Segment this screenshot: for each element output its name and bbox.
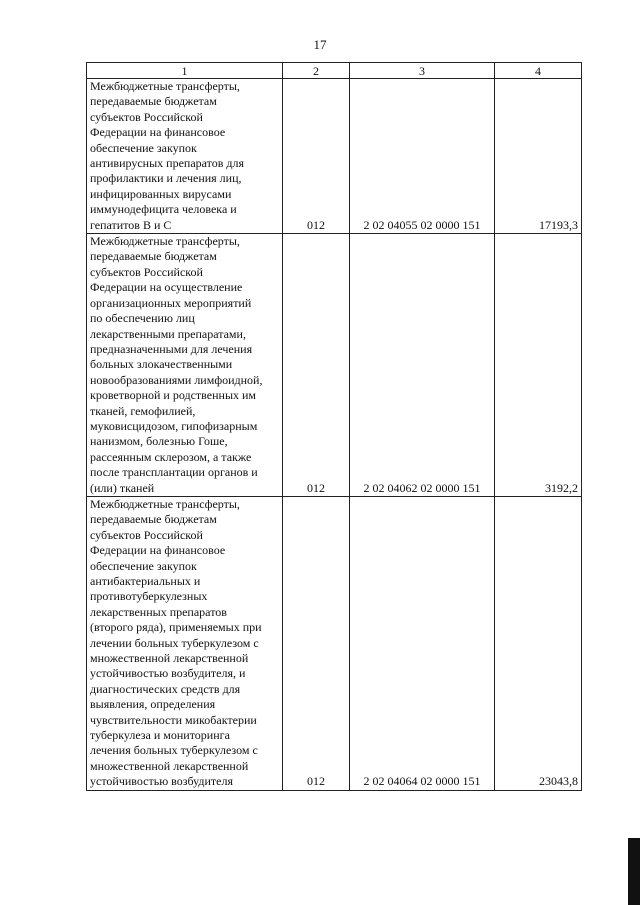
table-row [87,496,582,790]
header-col-4: 4 [495,63,582,79]
budget-transfers-table [86,62,582,791]
scan-edge-mark [628,838,640,905]
header-col-1: 1 [87,63,283,79]
table-row [87,234,582,497]
row-amount: 3192,2 [495,234,582,497]
row-amount: 23043,8 [495,496,582,790]
table-row [87,79,582,234]
row-admin-code: 012 [283,234,350,497]
page-number: 17 [313,37,327,52]
row-description: Межбюджетные трансферты, передаваемые бюджетам субъектов Российской Федерации на осуществление организационных мероприятий по обеспечению лиц лекарственными препаратами, предназначенными для лечения больных злокачественными новообразованиями лимфоидной, кроветворной и родственных им тканей, гемофилией, муковисцидозом, гипофизарным нанизмом, болезнью Гоше, рассеянным склерозом, а также после трансплантации органов и (или) тканей [87,234,283,497]
header-col-3: 3 [350,63,495,79]
header-col-2: 2 [283,63,350,79]
row-description: Межбюджетные трансферты, передаваемые бюджетам субъектов Российской Федерации на финансовое обеспечение закупок антибактериальных и противотуберкулезных лекарственных препаратов (второго ряда), применяемых при лечении больных туберкулезом с множественной лекарственной устойчивостью возбудителя, и диагностических средств для выявления, определения чувствительности микобактерии туберкулеза и мониторинга лечения больных туберкулезом с множественной лекарственной устойчивостью возбудителя [87,496,283,790]
row-budget-code: 2 02 04062 02 0000 151 [350,234,495,497]
row-admin-code: 012 [283,496,350,790]
row-admin-code: 012 [283,79,350,234]
table-header-row [87,63,582,79]
row-budget-code: 2 02 04055 02 0000 151 [350,79,495,234]
row-budget-code: 2 02 04064 02 0000 151 [350,496,495,790]
row-amount: 17193,3 [495,79,582,234]
row-description: Межбюджетные трансферты, передаваемые бюджетам субъектов Российской Федерации на финансовое обеспечение закупок антивирусных препаратов для профилактики и лечения лиц, инфицированных вирусами иммунодефицита человека и гепатитов В и С [87,79,283,234]
